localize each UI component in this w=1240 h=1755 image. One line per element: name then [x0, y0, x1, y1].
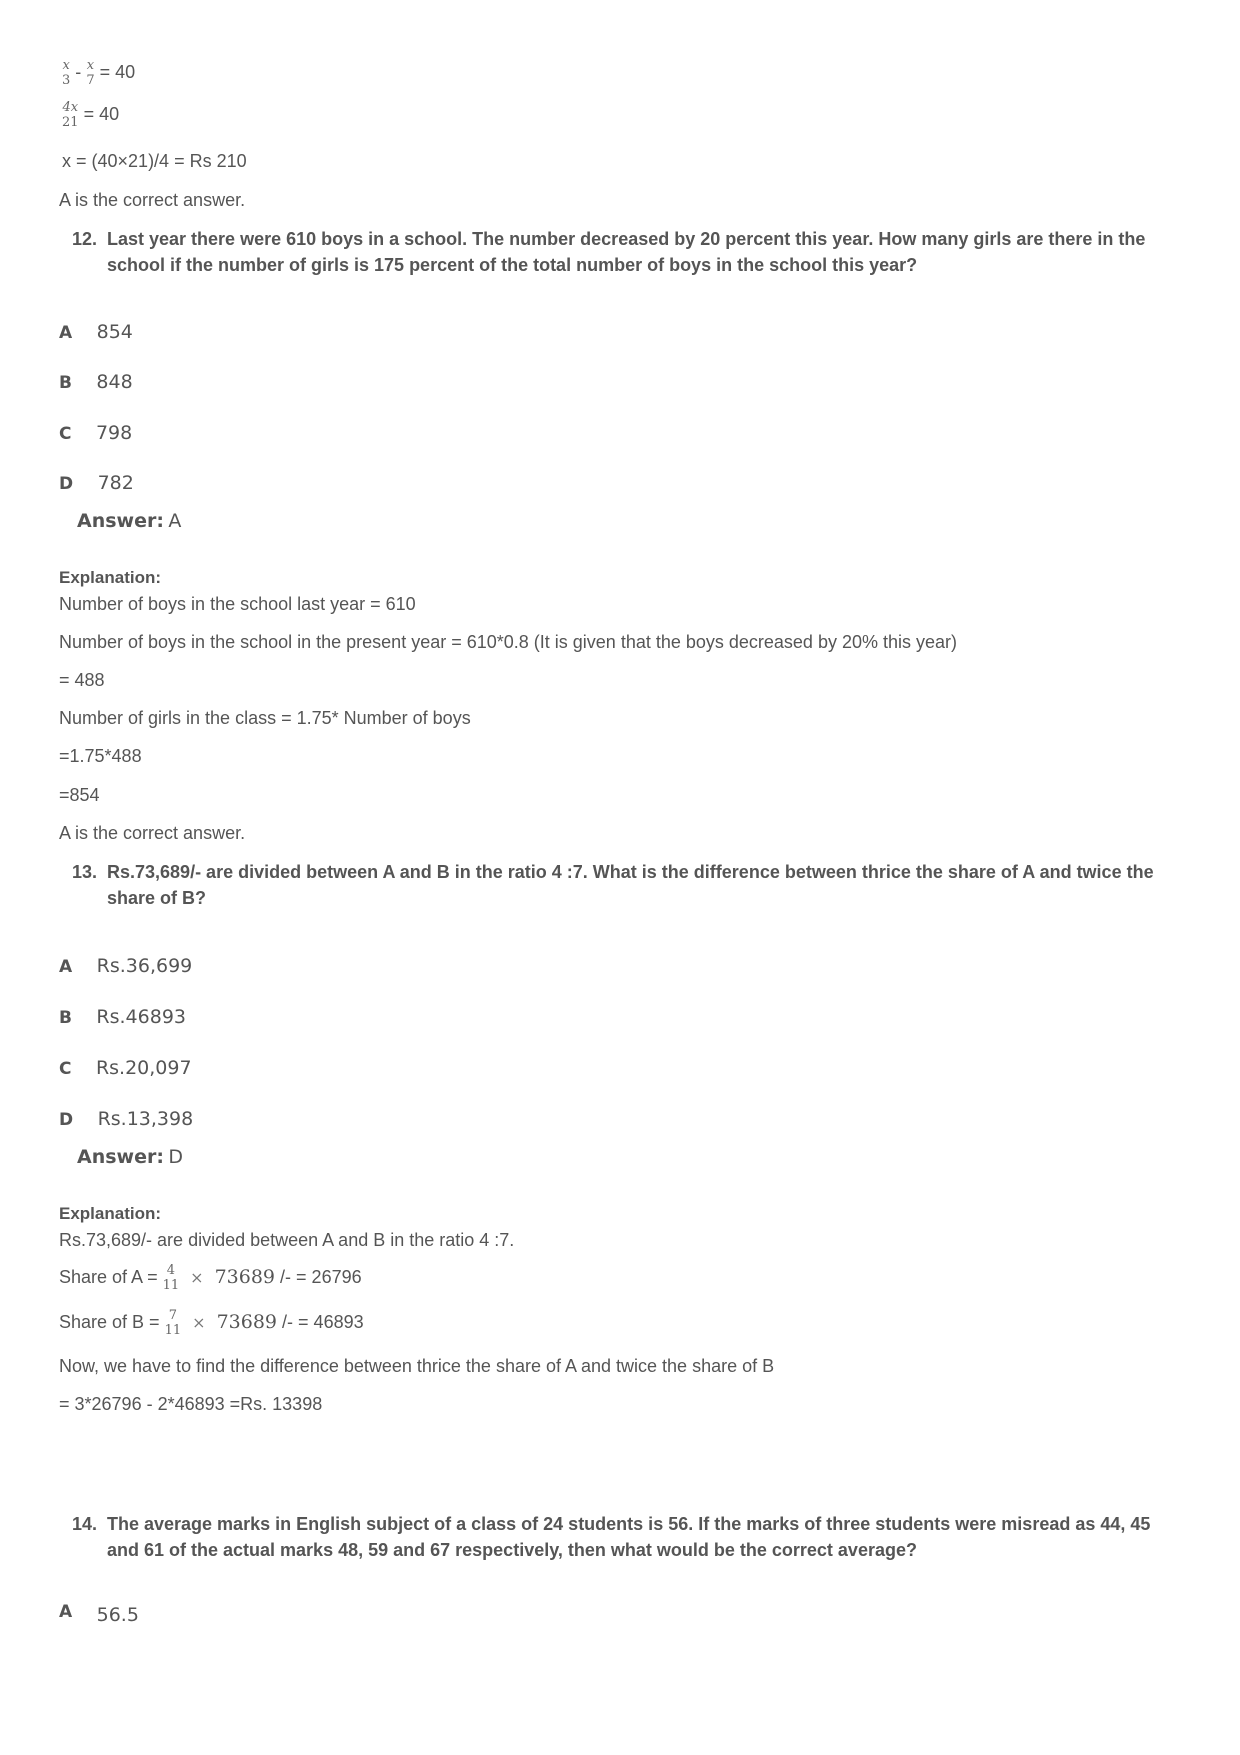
question-number: 13.: [72, 862, 98, 882]
option-c[interactable]: [59, 422, 132, 444]
option-value: Rs.36,699: [96, 955, 193, 977]
equation-line-3: x = (40×21)/4 = Rs 210: [62, 151, 247, 171]
answer-line: [77, 510, 181, 532]
answer-label: Answer:: [77, 510, 164, 532]
question-text: Last year there were 610 boys in a school. The number decreased by 20 percent this year. How many girls are there in the school if the number of girls is 175 percent of the total number of boys in the school this year?: [107, 229, 1146, 275]
option-value: Rs.13,398: [97, 1108, 194, 1130]
fraction: x 7: [86, 58, 95, 88]
option-letter: A: [59, 323, 73, 343]
option-letter: C: [59, 424, 72, 444]
option-letter: D: [59, 474, 74, 494]
explanation-line: A is the correct answer.: [59, 823, 246, 843]
explanation-line: = 488: [59, 670, 105, 690]
option-letter: B: [59, 1008, 72, 1028]
explanation-line: Number of girls in the class = 1.75* Number of boys: [59, 708, 471, 728]
explanation-line: Rs.73,689/- are divided between A and B in the ratio 4 :7.: [59, 1230, 515, 1250]
explanation-line: = 3*26796 - 2*46893 =Rs. 13398: [59, 1394, 323, 1414]
explanation-heading: Explanation:: [59, 1204, 162, 1223]
question-number: 12.: [72, 229, 98, 249]
explanation-line: =854: [59, 785, 100, 805]
option-value: 798: [95, 422, 133, 444]
option-letter: A: [59, 1602, 73, 1622]
answer-value: A: [168, 510, 182, 532]
question-text: The average marks in English subject of a class of 24 students is 56. If the marks of three students were misread as 44, 45 and 61 of the actual marks 48, 59 and 67 respectively, then what would be the correct average?: [107, 1514, 1151, 1560]
solution-conclusion: A is the correct answer.: [59, 190, 246, 210]
equation-line-2: 4x 21 = 40: [62, 100, 120, 130]
option-d[interactable]: [59, 472, 134, 494]
fraction: 4x 21: [62, 100, 79, 130]
answer-value: D: [168, 1146, 184, 1168]
option-c[interactable]: [59, 1057, 192, 1079]
question-text: Rs.73,689/- are divided between A and B in the ratio 4 :7. What is the difference between thrice the share of A and twice the share of B?: [107, 862, 1154, 908]
option-value: Rs.46893: [96, 1006, 187, 1028]
explanation-line: Now, we have to find the difference between thrice the share of A and twice the share of B: [59, 1356, 775, 1376]
fraction: x 3: [62, 58, 71, 88]
option-letter: B: [59, 373, 72, 393]
option-a[interactable]: [59, 1600, 139, 1626]
equation-line-1: x 3 - x 7 = 40: [62, 58, 136, 88]
option-a[interactable]: [59, 321, 133, 343]
answer-label: Answer:: [77, 1146, 164, 1168]
share-b-line: Share of B = 7 11 × 73689 /- = 46893: [59, 1308, 364, 1338]
option-value: 848: [96, 371, 133, 393]
explanation-line: Number of boys in the school in the present year = 610*0.8 (It is given that the boys decreased by 20% this year): [59, 632, 958, 652]
fraction: 7 11: [164, 1308, 182, 1338]
option-d[interactable]: [59, 1108, 193, 1130]
explanation-line: Number of boys in the school last year = 610: [59, 594, 416, 614]
answer-line: [77, 1146, 183, 1168]
option-value: Rs.20,097: [95, 1057, 192, 1079]
option-value: 854: [96, 321, 133, 343]
question-number: 14.: [72, 1514, 98, 1534]
option-letter: D: [59, 1110, 74, 1130]
option-a[interactable]: [59, 955, 192, 977]
share-a-line: Share of A = 4 11 × 73689 /- = 26796: [59, 1263, 362, 1293]
option-value: 782: [97, 472, 134, 494]
fraction: 4 11: [162, 1263, 180, 1293]
option-b[interactable]: [59, 371, 133, 393]
explanation-line: =1.75*488: [59, 746, 142, 766]
option-value: 56.5: [96, 1604, 139, 1626]
option-b[interactable]: [59, 1006, 186, 1028]
explanation-heading: Explanation:: [59, 568, 162, 587]
option-letter: A: [59, 957, 73, 977]
option-letter: C: [59, 1059, 72, 1079]
